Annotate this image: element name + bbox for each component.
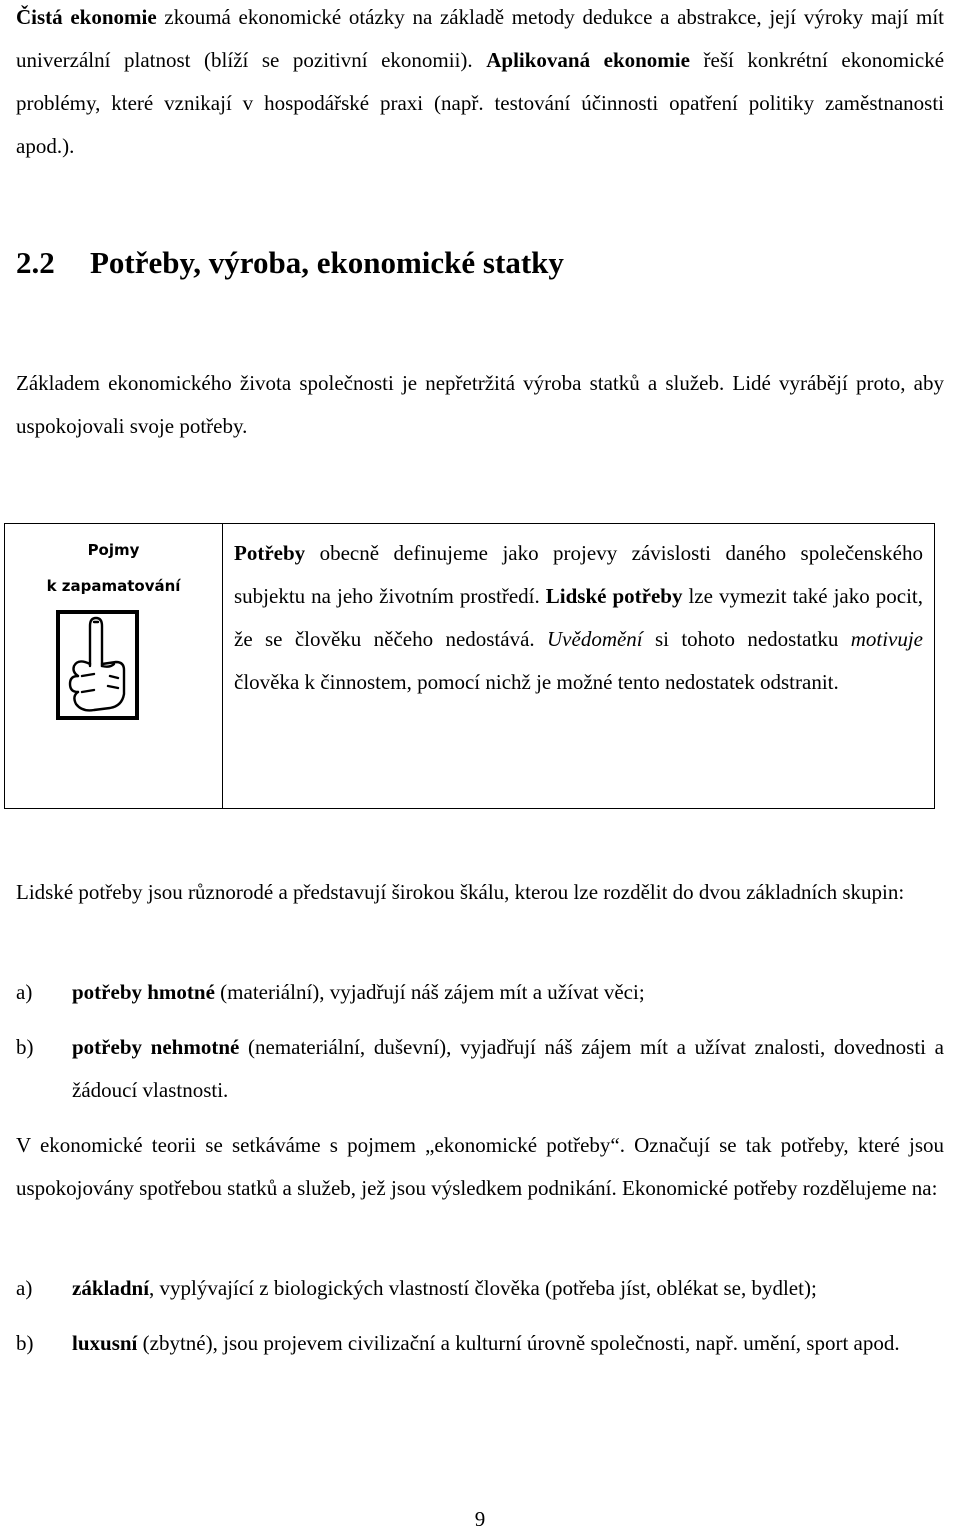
- page-number: 9: [474, 1507, 486, 1531]
- box-label-line1: Pojmy: [87, 541, 140, 559]
- list-text: (zbytné), jsou projevem civilizační a kulturní úrovně společnosti, např. umění, sport apod.: [137, 1331, 900, 1355]
- list-item: [16, 971, 944, 1014]
- list-term: základní: [72, 1276, 150, 1300]
- list-marker: b): [16, 1035, 34, 1059]
- key-terms-box: [4, 523, 935, 809]
- term-pure-economics: Čistá ekonomie: [16, 5, 157, 29]
- list-marker: b): [16, 1331, 34, 1355]
- box-divider: [222, 524, 223, 808]
- pointing-hand-drawing: [60, 614, 135, 716]
- box-label-line2: k zapamatování: [46, 577, 181, 595]
- box-text-3: si tohoto nedostatku: [642, 627, 851, 651]
- term-human-needs: Lidské potřeby: [545, 584, 683, 608]
- box-definition: [234, 532, 923, 704]
- term-needs: Potřeby: [234, 541, 306, 565]
- box-text-4: člověka k činnostem, pomocí nichž je možné tento nedostatek odstranit.: [234, 670, 839, 694]
- section-heading: [16, 240, 564, 286]
- list-term: potřeby nehmotné: [72, 1035, 240, 1059]
- list-marker: a): [16, 980, 33, 1004]
- list-term: potřeby hmotné: [72, 980, 215, 1004]
- intro-text-2: řeší konkrétní ekonomické problémy, které vznikají v hospodářské praxi (např. testování účinnosti opatření politiky zaměstnanosti apod.).: [16, 48, 945, 158]
- list-item: [16, 1322, 944, 1365]
- pointing-hand-icon: [56, 610, 139, 720]
- term-applied-economics: Aplikovaná ekonomie: [486, 48, 690, 72]
- list-text: (nemateriální, duševní), vyjadřují náš zájem mít a užívat znalosti, dovednosti a žádoucí vlastnosti.: [72, 1035, 944, 1102]
- intro-paragraph: [16, 0, 944, 168]
- list-text: (materiální), vyjadřují náš zájem mít a užívat věci;: [214, 980, 645, 1004]
- list-text: , vyplývající z biologických vlastností člověka (potřeba jíst, oblékat se, bydlet);: [149, 1276, 817, 1300]
- term-awareness: Uvědomění: [547, 627, 643, 651]
- intro-text-1: zkoumá ekonomické otázky na základě metody dedukce a abstrakce, její výroky mají mít univerzální platnost (blíží se pozitivní ekonomii).: [16, 5, 944, 72]
- list-marker: a): [16, 1276, 33, 1300]
- section-title: Potřeby, výroba, ekonomické statky: [90, 245, 564, 280]
- paragraph-economic-needs: V ekonomické teorii se setkáváme s pojmem „ekonomické potřeby“. Označují se tak potřeby, které jsou uspokojovány spotřebou statků a služeb, jež jsou výsledkem podnikání. Ekonomické potřeby rozdělujeme na:: [16, 1133, 944, 1200]
- section-number: 2.2: [16, 245, 55, 280]
- term-motivates: motivuje: [850, 627, 923, 651]
- list-term: luxusní: [72, 1331, 138, 1355]
- list-item: [16, 1026, 944, 1112]
- paragraph-production: Základem ekonomického života společnosti je nepřetržitá výroba statků a služeb. Lidé vyrábějí proto, aby uspokojovali svoje potřeby.: [16, 371, 944, 438]
- list-item: [16, 1267, 944, 1310]
- box-text-1: obecně definujeme jako projevy závislosti daného společenského subjektu na jeho životním prostředí.: [234, 541, 923, 608]
- box-text-2: lze vymezit také jako pocit, že se člověku něčeho nedostává.: [234, 584, 923, 651]
- paragraph-human-needs: Lidské potřeby jsou různorodé a představují širokou škálu, kterou lze rozdělit do dvou základních skupin:: [16, 880, 905, 904]
